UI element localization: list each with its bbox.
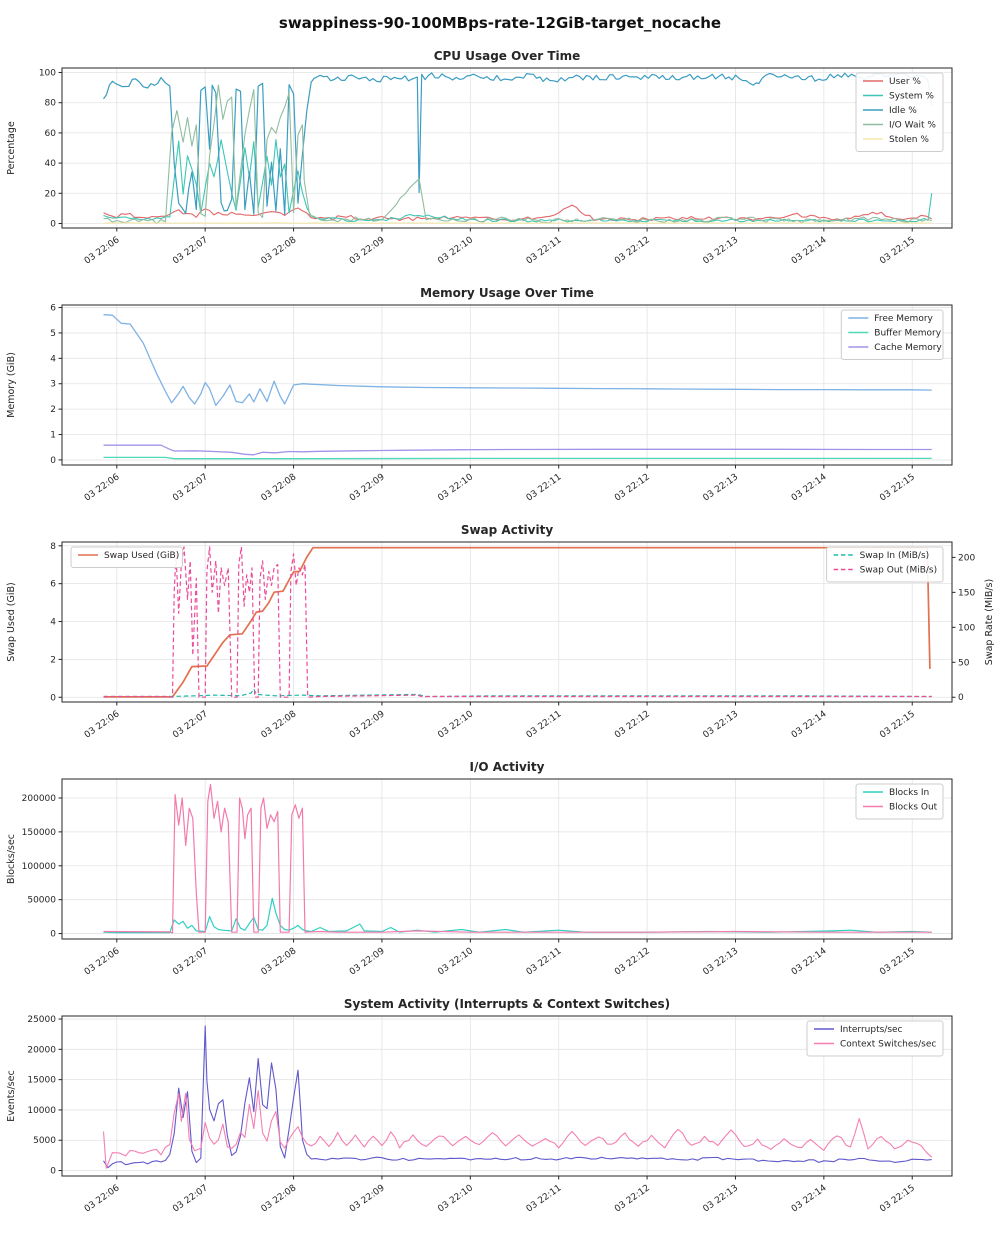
- chart-title: Memory Usage Over Time: [420, 286, 594, 300]
- series-swap-out-mib-s-: [104, 547, 932, 697]
- series-group: [104, 73, 932, 224]
- chart-canvas-2: [0, 520, 1000, 757]
- svg-text:03 22:10: 03 22:10: [436, 472, 475, 503]
- plot-border: [62, 305, 952, 465]
- svg-text:03 22:11: 03 22:11: [525, 1183, 564, 1214]
- series-blocks-out: [104, 784, 932, 933]
- svg-text:25000: 25000: [27, 1015, 56, 1025]
- svg-text:03 22:12: 03 22:12: [613, 235, 652, 266]
- series-swap-used-gib-: [104, 548, 930, 697]
- series-user-: [104, 205, 932, 221]
- legend-label: Context Switches/sec: [840, 1040, 936, 1050]
- svg-text:03 22:13: 03 22:13: [701, 1183, 740, 1214]
- svg-text:03 22:06: 03 22:06: [83, 946, 122, 977]
- svg-text:0: 0: [50, 930, 56, 940]
- svg-text:03 22:15: 03 22:15: [878, 235, 917, 266]
- plot-border: [62, 779, 952, 939]
- chart-canvas-1: [0, 283, 1000, 520]
- chart-swap-activity: [0, 520, 1000, 757]
- svg-text:03 22:10: 03 22:10: [436, 1183, 475, 1214]
- svg-text:03 22:11: 03 22:11: [525, 472, 564, 503]
- plot-border: [62, 542, 952, 702]
- svg-text:5: 5: [50, 329, 56, 339]
- y-axis-label: Percentage: [6, 121, 17, 175]
- svg-text:03 22:09: 03 22:09: [348, 235, 387, 266]
- svg-text:03 22:14: 03 22:14: [790, 472, 829, 503]
- grid: [62, 305, 952, 465]
- svg-text:03 22:10: 03 22:10: [436, 946, 475, 977]
- svg-text:03 22:14: 03 22:14: [790, 235, 829, 266]
- chart-cpu-usage: [0, 46, 1000, 283]
- svg-text:150: 150: [958, 588, 975, 598]
- svg-text:03 22:13: 03 22:13: [701, 472, 740, 503]
- legend-label: Buffer Memory: [874, 329, 941, 339]
- series-cache-memory: [104, 445, 932, 455]
- svg-text:0: 0: [50, 693, 56, 703]
- series-buffer-memory: [104, 457, 932, 458]
- svg-text:03 22:13: 03 22:13: [701, 235, 740, 266]
- svg-text:03 22:13: 03 22:13: [701, 946, 740, 977]
- svg-text:03 22:14: 03 22:14: [790, 946, 829, 977]
- legend-label: Swap Used (GiB): [104, 551, 179, 561]
- svg-text:100: 100: [39, 69, 56, 79]
- svg-text:03 22:07: 03 22:07: [171, 1183, 210, 1214]
- svg-text:03 22:06: 03 22:06: [83, 472, 122, 503]
- svg-text:03 22:07: 03 22:07: [171, 946, 210, 977]
- svg-text:03 22:06: 03 22:06: [83, 709, 122, 740]
- svg-text:8: 8: [50, 542, 56, 552]
- series-blocks-in: [104, 898, 932, 932]
- svg-text:03 22:07: 03 22:07: [171, 472, 210, 503]
- series-i-o-wait-: [104, 85, 932, 223]
- y-axis-label: Blocks/sec: [6, 834, 17, 884]
- svg-text:03 22:10: 03 22:10: [436, 235, 475, 266]
- svg-text:03 22:09: 03 22:09: [348, 472, 387, 503]
- grid: [62, 779, 952, 939]
- svg-text:03 22:12: 03 22:12: [613, 709, 652, 740]
- svg-text:03 22:13: 03 22:13: [701, 709, 740, 740]
- svg-text:03 22:15: 03 22:15: [878, 709, 917, 740]
- svg-text:200: 200: [958, 553, 975, 563]
- svg-text:15000: 15000: [27, 1076, 56, 1086]
- legend-label: Blocks In: [889, 788, 929, 798]
- svg-text:03 22:11: 03 22:11: [525, 709, 564, 740]
- chart-canvas-3: [0, 757, 1000, 994]
- chart-memory-usage: [0, 283, 1000, 520]
- chart-title: Swap Activity: [461, 523, 554, 537]
- svg-text:200000: 200000: [22, 794, 57, 804]
- svg-text:2: 2: [50, 655, 56, 665]
- svg-text:10000: 10000: [27, 1106, 56, 1116]
- legend: [827, 547, 943, 582]
- chart-system-activity: [0, 994, 1000, 1231]
- svg-text:0: 0: [958, 693, 964, 703]
- legend: [856, 784, 943, 819]
- svg-text:0: 0: [50, 219, 56, 229]
- svg-text:4: 4: [50, 618, 56, 628]
- svg-text:03 22:06: 03 22:06: [83, 235, 122, 266]
- series-group: [104, 315, 932, 459]
- chart-title: I/O Activity: [470, 760, 545, 774]
- svg-text:60: 60: [45, 129, 57, 139]
- legend-label: Cache Memory: [874, 343, 942, 353]
- axis-ticks: [27, 1015, 917, 1215]
- svg-text:0: 0: [50, 456, 56, 466]
- legend-label: Blocks Out: [889, 803, 938, 813]
- series-context-switches-sec: [104, 1091, 932, 1169]
- svg-text:6: 6: [50, 304, 56, 314]
- svg-text:2: 2: [50, 405, 56, 415]
- svg-text:03 22:09: 03 22:09: [348, 709, 387, 740]
- svg-text:03 22:11: 03 22:11: [525, 235, 564, 266]
- svg-text:150000: 150000: [22, 828, 57, 838]
- svg-text:03 22:08: 03 22:08: [260, 235, 299, 266]
- chart-io-activity: [0, 757, 1000, 994]
- svg-text:03 22:14: 03 22:14: [790, 1183, 829, 1214]
- svg-text:50000: 50000: [27, 896, 56, 906]
- legend-label: System %: [889, 92, 934, 102]
- series-group: [104, 784, 932, 933]
- legend-label: Idle %: [889, 106, 917, 116]
- svg-text:20000: 20000: [27, 1045, 56, 1055]
- svg-text:03 22:07: 03 22:07: [171, 709, 210, 740]
- series-swap-in-mib-s-: [104, 689, 932, 697]
- legend-label: Stolen %: [889, 135, 929, 145]
- svg-text:03 22:08: 03 22:08: [260, 709, 299, 740]
- chart-title: System Activity (Interrupts & Context Switches): [344, 997, 670, 1011]
- svg-text:03 22:15: 03 22:15: [878, 472, 917, 503]
- svg-text:03 22:06: 03 22:06: [83, 1183, 122, 1214]
- legend-label: Swap Out (MiB/s): [860, 566, 938, 576]
- svg-text:80: 80: [45, 99, 57, 109]
- series-group: [104, 547, 932, 697]
- chart-canvas-0: [0, 46, 1000, 283]
- legend: [856, 73, 943, 152]
- y-axis-label: Swap Used (GiB): [6, 582, 17, 661]
- svg-text:03 22:12: 03 22:12: [613, 1183, 652, 1214]
- svg-text:40: 40: [45, 159, 57, 169]
- grid: [62, 542, 952, 702]
- svg-text:03 22:07: 03 22:07: [171, 235, 210, 266]
- svg-text:03 22:10: 03 22:10: [436, 709, 475, 740]
- figure-suptitle: swappiness-90-100MBps-rate-12GiB-target_nocache: [0, 0, 1000, 46]
- svg-text:3: 3: [50, 380, 56, 390]
- svg-text:03 22:14: 03 22:14: [790, 709, 829, 740]
- legend: [841, 310, 943, 360]
- svg-text:6: 6: [50, 580, 56, 590]
- y-axis-label: Events/sec: [6, 1070, 17, 1121]
- svg-text:50: 50: [958, 658, 970, 668]
- svg-text:03 22:12: 03 22:12: [613, 946, 652, 977]
- svg-text:4: 4: [50, 354, 56, 364]
- svg-text:5000: 5000: [33, 1136, 56, 1146]
- svg-text:0: 0: [50, 1167, 56, 1177]
- series-free-memory: [104, 315, 932, 406]
- svg-text:03 22:15: 03 22:15: [878, 1183, 917, 1214]
- svg-text:100000: 100000: [22, 862, 57, 872]
- legend: [71, 547, 183, 568]
- svg-text:03 22:08: 03 22:08: [260, 946, 299, 977]
- legend-label: Interrupts/sec: [840, 1025, 903, 1035]
- y-axis-label: Memory (GiB): [6, 352, 17, 418]
- svg-text:03 22:08: 03 22:08: [260, 1183, 299, 1214]
- legend-label: Free Memory: [874, 314, 933, 324]
- svg-text:03 22:12: 03 22:12: [613, 472, 652, 503]
- legend-label: Swap In (MiB/s): [860, 551, 930, 561]
- y2-axis-label: Swap Rate (MiB/s): [984, 579, 995, 665]
- axis-ticks: [50, 304, 917, 504]
- svg-text:100: 100: [958, 623, 975, 633]
- svg-text:03 22:11: 03 22:11: [525, 946, 564, 977]
- svg-text:03 22:09: 03 22:09: [348, 1183, 387, 1214]
- chart-title: CPU Usage Over Time: [434, 49, 581, 63]
- svg-text:03 22:08: 03 22:08: [260, 472, 299, 503]
- axis-ticks: [22, 794, 917, 978]
- legend: [807, 1021, 943, 1056]
- svg-text:03 22:09: 03 22:09: [348, 946, 387, 977]
- svg-text:1: 1: [50, 431, 56, 441]
- svg-text:03 22:15: 03 22:15: [878, 946, 917, 977]
- legend-label: I/O Wait %: [889, 121, 936, 131]
- legend-label: User %: [889, 77, 921, 87]
- chart-canvas-4: [0, 994, 1000, 1231]
- svg-text:20: 20: [45, 189, 57, 199]
